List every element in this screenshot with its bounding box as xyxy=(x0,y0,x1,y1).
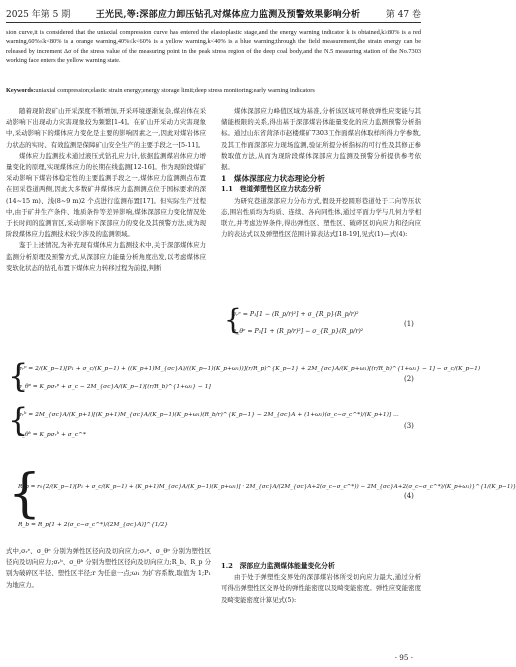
keywords-text: uniaxial compression;elastic strain energy;energy storage limit;deep stress monitoring;early warning indicators xyxy=(35,87,315,94)
keywords-line xyxy=(6,86,421,95)
volume-label: 第 47 卷 xyxy=(385,9,421,20)
equation-2-line-1: σᵣᵖ = 2/(K_p−1)[P₁ + σ_c/(K_p−1) + ((K_p+1)M_{σc}A)/((K_p−1)(K_p+ω₁))](r/R_p)^{K_p−1} + 2M_{σc}A/(K_p+ω₁)[(r/R_b)^{1+ω₁} − 1] − σ_c/(K_p−1) xyxy=(18,366,481,372)
right-column xyxy=(221,106,421,240)
paragraph: 煤体应力监测技术通过液压式钻孔应力计,依据监测煤岩体应力增量变化的原理,实现煤体应力的长期在线监测[12-16]。作为现阶段煤矿采动影响下煤岩体稳定性的主要监测手段之一,煤体应力监测测点布置在回采巷道两侧,因此大多数矿井煤体应力监测测点位于国标要求的深(14~15 m)、浅(8~9 m)2 个点进行监测布置[17]。但实际生产过程中,由于矿井生产条件、地质条件等差异影响,煤体深部应力变化情况处于长时间的监测盲区,采动影响下深部应力的变化及其预警方法,成为现阶段煤体应力监测技术较少涉及的监测领域。 xyxy=(6,151,206,239)
paragraph: 式中,σᵣᵉ、σ_θᵉ 分别为弹性区径向及切向应力;σᵣᵖ、σ_θᵖ 分别为塑性区径向及切向应力;σᵣᵇ、σ_θᵇ 分别为塑性区径向及切向应力;R_b、R_p 分别为破碎区半径、塑性区半径;r 为任意一点;ω₁ 为扩容系数,取值为 1;P₁ 为地应力。 xyxy=(6,547,211,589)
left-column xyxy=(6,106,206,274)
equation-1-line-2: σ_θᵉ = P₁[1 + (R_p/r)²] − σ_{R_p}(R_p/r)² xyxy=(232,328,364,335)
paragraph: 由于处于弹塑性交界处的深部煤岩体所受切向应力最大,通过分析可得出弹塑性区交界处的弹性能密度以及畸变能密度。弹性应变能密度及畸变能密度计算见式(5): xyxy=(221,573,421,604)
running-header xyxy=(6,6,421,20)
issue-label: 2025 年第 5 期 xyxy=(6,9,71,20)
equation-brace: { xyxy=(224,303,242,336)
right-column-bottom xyxy=(221,561,421,606)
section-heading: 1 煤体深部应力状态理论分析 xyxy=(221,174,326,184)
paragraph: 为研究巷道深部应力分布方式,假设开挖圆形巷道处于二向等压状态,围岩性质均为均质、连续、各向同性体,通过平面力学与几何力学相联立,并考虑边界条件,得出弹性区、塑性区、破碎区切向应力和径向应力的表达式以及弹塑性区范围计算表达式[18-19],见式(1)—式(4): xyxy=(221,196,421,239)
equation-3-line-2: σ_θᵇ = K_pσᵣᵇ + σ_c^* xyxy=(18,432,86,438)
page-number: · 95 · xyxy=(394,653,413,662)
subsection-heading: 1.1 巷道弹塑性区应力状态分析 xyxy=(221,185,322,194)
paragraph: 随着现阶段矿山开采深度不断增加,开采环境逐渐复杂,煤岩体在采动影响下出现动力灾害现象较为频繁[1-4]。在矿山开采动力灾害现象中,采动影响下的煤体应力变化是主要的影响因素之一,因此对煤岩体应力状态的实时、有效监测是保障矿山安全生产的主要手段之一[5-11]。 xyxy=(6,107,206,149)
article-running-title: 王光民,等:深部应力卸压钻孔对煤体应力监测及预警效果影响分析 xyxy=(95,9,361,20)
equation-4-line-2: R_b = R_p[1 + 2(σ_c−σ_c^*)/(2M_{σc}A)]^{1/2} xyxy=(18,522,168,528)
equation-2-line-2: σ_θᵖ = K_pσᵣᵖ + σ_c − 2M_{σc}A/(K_p−1)[(r/R_b)^{1+ω₁} − 1] xyxy=(18,384,211,390)
equation-brace: { xyxy=(8,464,42,524)
abstract-english-tail: sion curve,it is considered that the uniaxial compression curve has entered the elastoplastic stage,and the energy warning indicator k is obtained,k≥80% is a red warning,60%≤k<80% is a orange warning,40%≤k<60% is a yellow warning,k<40% is a blue warning;through the field measurement,the strain energy can be released by increment Δσ of the stress value of the measuring point in the peak stress region of the deep coal body,and the N.5 measuring station of the No.7303 working face enters the yellow warning state. xyxy=(6,29,421,65)
equation-3-line-1: σᵣᵇ = 2M_{σc}A/(K_p+1)[(K_p+1)M_{σc}A/(K_p−1)(K_p+ω₁)(R_b/r)^{K_p−1} − 2M_{σc}A + (1+ω₁)(σ_c−σ_c^*)/(K_p+1)] ... xyxy=(18,412,399,418)
symbol-definitions xyxy=(6,546,211,591)
paragraph: 鉴于上述情况,为补充现有煤体应力监测技术中,关于深部煤体应力监测分析原理及预警方式,从深部应力能量分析角度出发,以考虑煤体应变软化状态的钻孔布置下煤体应力转移过程为前提,判断 xyxy=(6,241,206,272)
header-rule xyxy=(6,22,421,23)
equation-brace: { xyxy=(8,357,29,395)
equation-brace: { xyxy=(8,401,29,439)
equation-number: (4) xyxy=(404,492,414,500)
equation-number: (3) xyxy=(404,422,414,430)
keywords-label: Keywords: xyxy=(6,87,36,94)
paragraph: 煤体深部应力峰值区域为基准,分析该区域可释放弹性应变能与其储能极限的关系,得出基于深部煤岩体能量变化的应力监测预警分析指标。通过山东省菏泽市赵楼煤矿7303工作面煤岩体取样所得力学参数,及其工作面深部应力现场监测,验证所提分析指标的可行性及其修正参数取值方法,从而为现阶段煤体深部应力监测及预警分析提供参考依据。 xyxy=(221,107,421,172)
equation-number: (1) xyxy=(404,320,414,328)
equation-1-line-1: σᵣᵉ = P₁[1 − (R_p/r)²] + σ_{R_p}(R_p/r)² xyxy=(232,311,359,318)
equation-number: (2) xyxy=(404,375,414,383)
equation-4-line-1: R_p = r₀{2/(K_p−1)[P₁ + σ_c/(K_p−1) + (K_p+1)M_{σc}A/(K_p−1)(K_p+ω₁)] · 2M_{σc}A/(2M_{σc}A+2(σ_c−σ_c^*)) − 2M_{σc}A+2(σ_c−σ_c^*)/(K_p+ω₁)}^{1/(K_p−1)} xyxy=(18,484,516,490)
subsection-heading: 1.2 深部应力监测煤体能量变化分析 xyxy=(221,562,335,570)
